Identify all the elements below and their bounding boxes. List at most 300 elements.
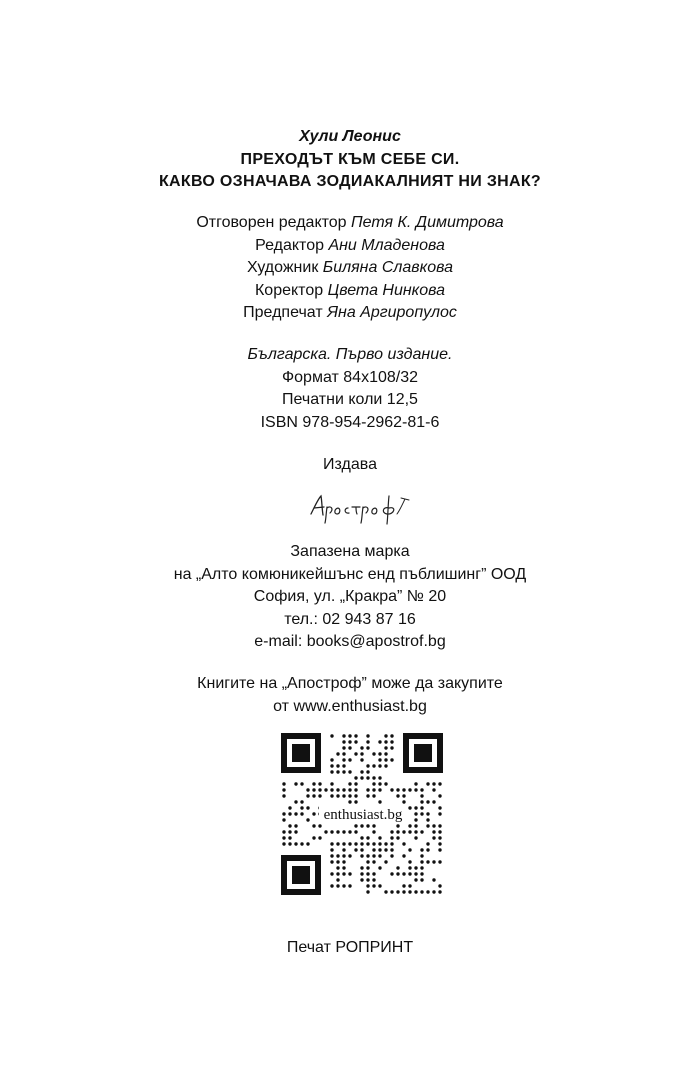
qr-dot [432,836,435,839]
qr-dot [372,794,375,797]
purchase-info [0,673,700,718]
credit-role: Редактор [255,236,324,254]
qr-dot [348,740,351,743]
qr-dot [360,836,363,839]
qr-dot [432,860,435,863]
qr-dot [282,830,285,833]
qr-dot [390,788,393,791]
qr-dot [426,842,429,845]
qr-dot [438,782,441,785]
qr-dot [432,878,435,881]
qr-dot [384,890,387,893]
qr-dot [348,794,351,797]
purchase-line-1: Книгите на „Апостроф” може да закупите [197,675,503,692]
qr-dot [342,860,345,863]
qr-dot [366,740,369,743]
qr-dot [294,830,297,833]
qr-dot [306,806,309,809]
qr-dot [342,788,345,791]
qr-dot [282,818,285,821]
qr-dot [426,818,429,821]
qr-dot [342,740,345,743]
qr-dot [318,824,321,827]
qr-dot [342,854,345,857]
qr-dot [282,782,285,785]
qr-dot [288,842,291,845]
qr-dot [300,806,303,809]
qr-dot [402,872,405,875]
qr-dot [420,800,423,803]
edition-info [0,344,700,434]
qr-dot [336,764,339,767]
qr-dot [360,842,363,845]
qr-dot [336,854,339,857]
qr-dot [366,872,369,875]
qr-dot [402,884,405,887]
qr-dot [354,824,357,827]
qr-dot [366,734,369,737]
qr-dot [420,806,423,809]
book-title-line-1: ПРЕХОДЪТ КЪМ СЕБЕ СИ. [240,150,460,168]
qr-dot [288,836,291,839]
qr-dot [288,806,291,809]
qr-dot [408,806,411,809]
credit-name: Ани Младенова [328,236,445,254]
qr-finder-bottom-left [281,855,321,895]
qr-dot [336,794,339,797]
qr-dot [366,746,369,749]
qr-dot [372,764,375,767]
qr-dot [324,788,327,791]
qr-dot [366,878,369,881]
qr-dot [420,866,423,869]
credits-list [0,212,700,325]
qr-dot [330,884,333,887]
qr-dot [438,884,441,887]
qr-dot [372,824,375,827]
qr-dot [312,788,315,791]
qr-dot [378,752,381,755]
published-by-label: Издава [323,456,377,473]
qr-dot [408,872,411,875]
qr-dot [378,842,381,845]
qr-dot [420,794,423,797]
qr-dot [366,764,369,767]
qr-dot [360,872,363,875]
qr-dot [384,734,387,737]
qr-dot [366,824,369,827]
qr-dot [426,812,429,815]
qr-dot [366,842,369,845]
qr-dot [372,884,375,887]
qr-dot [330,848,333,851]
qr-dot [426,782,429,785]
qr-dot [342,752,345,755]
qr-label: enthusiast.bg [323,807,403,823]
qr-dot [384,740,387,743]
book-header [0,126,700,194]
qr-dot [330,794,333,797]
qr-dot [438,842,441,845]
qr-dot [366,836,369,839]
credit-name: Цвета Нинкова [327,281,446,299]
qr-dot [354,848,357,851]
qr-dot [366,860,369,863]
qr-dot [384,842,387,845]
qr-dot [438,806,441,809]
purchase-line-2[interactable]: от www.enthusiast.bg [273,697,427,715]
qr-dot [372,830,375,833]
qr-dot [360,824,363,827]
qr-dot [390,842,393,845]
qr-dot [390,740,393,743]
qr-dot [408,866,411,869]
qr-dot [372,872,375,875]
qr-dot [402,794,405,797]
qr-dot [390,758,393,761]
qr-dot [342,764,345,767]
qr-dot [306,794,309,797]
author-name: Хули Леонис [299,128,401,145]
qr-dot [384,860,387,863]
qr-dot [378,866,381,869]
qr-dot [336,860,339,863]
qr-dot [348,842,351,845]
qr-dot [396,788,399,791]
qr-dot [396,890,399,893]
qr-dot [336,770,339,773]
credit-line [0,235,700,258]
qr-dot [372,854,375,857]
qr-dot [408,788,411,791]
qr-dot [420,848,423,851]
credit-name: Яна Аргиропулос [327,304,457,321]
qr-dot [354,842,357,845]
qr-dot [348,830,351,833]
qr-dot [366,854,369,857]
qr-dot [378,764,381,767]
qr-dot [348,884,351,887]
qr-dot [378,788,381,791]
credit-role: Предпечат [243,304,323,321]
qr-dot [414,824,417,827]
qr-dot [384,758,387,761]
qr-dot [438,836,441,839]
qr-dot [408,824,411,827]
qr-dot [354,794,357,797]
qr-dot [330,830,333,833]
qr-dot [432,824,435,827]
qr-dot [348,758,351,761]
qr-dot [360,866,363,869]
qr-dot [372,860,375,863]
qr-dot [396,824,399,827]
qr-dot [300,842,303,845]
qr-dot [396,866,399,869]
qr-dot [426,848,429,851]
qr-dot [300,812,303,815]
credit-role: Художник [247,259,319,276]
qr-dot [372,848,375,851]
qr-dot [390,848,393,851]
qr-dot [384,782,387,785]
qr-dot [420,812,423,815]
qr-dot [282,836,285,839]
qr-dot [312,836,315,839]
published-by-label-wrap [0,454,700,477]
qr-dot [342,830,345,833]
qr-dot [354,788,357,791]
qr-dot [354,800,357,803]
book-title-line-2: КАКВО ОЗНАЧАВА ЗОДИАКАЛНИЯТ НИ ЗНАК? [158,173,542,190]
qr-dot [390,830,393,833]
qr-dot [360,752,363,755]
qr-dot [414,818,417,821]
trademark-line-1: Запазена марка [290,543,410,560]
qr-dot [402,842,405,845]
qr-dot [312,782,315,785]
qr-dot [420,890,423,893]
credit-role: Коректор [254,281,324,299]
qr-dot [360,758,363,761]
qr-dot [408,830,411,833]
qr-dot [426,824,429,827]
qr-dot [384,764,387,767]
qr-dot [306,842,309,845]
qr-dot [342,758,345,761]
qr-dot [378,854,381,857]
qr-dot [354,740,357,743]
qr-dot [366,866,369,869]
qr-dot [396,872,399,875]
qr-dot [414,890,417,893]
qr-dot [372,842,375,845]
qr-dot [342,794,345,797]
qr-dot [420,878,423,881]
qr-dot [384,848,387,851]
qr-dot [342,866,345,869]
qr-dot [414,830,417,833]
qr-dot [360,854,363,857]
qr-dot [348,872,351,875]
qr-dot [378,740,381,743]
trademark-line-2: на „Алто комюникейшънс енд пъблишинг” ООД [173,565,527,583]
credit-line [0,212,700,235]
qr-dot [372,788,375,791]
qr-dot [390,890,393,893]
credit-line [0,257,700,280]
qr-dot [420,872,423,875]
printer-name: Печат РОПРИНТ [286,939,414,956]
qr-dot [354,782,357,785]
qr-dot [414,812,417,815]
qr-dot [294,782,297,785]
qr-dot [348,800,351,803]
format-line: Формат 84х108/32 [281,368,418,386]
qr-dot [414,788,417,791]
qr-dot [342,884,345,887]
qr-dot [312,794,315,797]
qr-dot [348,854,351,857]
publisher-phone: тел.: 02 943 87 16 [284,610,416,628]
qr-dot [432,788,435,791]
credit-name: Биляна Славкова [322,259,453,276]
publisher-email[interactable]: e-mail: books@apostrof.bg [254,633,446,650]
qr-dot [348,770,351,773]
credit-role: Отговорен редактор [196,214,347,231]
qr-dot [390,836,393,839]
qr-dot [318,782,321,785]
qr-dot [342,842,345,845]
qr-dot [354,734,357,737]
qr-dot [408,890,411,893]
qr-dot [438,890,441,893]
qr-dot [348,746,351,749]
qr-dot [432,800,435,803]
qr-dot [336,830,339,833]
qr-dot [306,818,309,821]
qr-dot [330,788,333,791]
qr-dot [402,800,405,803]
qr-dot [372,776,375,779]
qr-dot [366,788,369,791]
qr-dot [288,830,291,833]
qr-dot [402,854,405,857]
qr-dot [360,776,363,779]
qr-dot [402,788,405,791]
qr-dot [354,830,357,833]
qr-dot [294,800,297,803]
qr-dot [348,788,351,791]
qr-dot [408,884,411,887]
qr-dot [414,806,417,809]
qr-finder-top-left [281,733,321,773]
qr-dot [408,860,411,863]
printer-info [0,937,700,960]
qr-dot [420,854,423,857]
qr-dot [438,824,441,827]
qr-dot [294,812,297,815]
qr-finder-top-right [403,733,443,773]
qr-dot [336,842,339,845]
qr-dot [300,800,303,803]
qr-dot [318,794,321,797]
qr-dot [378,884,381,887]
qr-dot [414,872,417,875]
qr-dot [432,890,435,893]
qr-dot [324,830,327,833]
qr-dot [366,770,369,773]
qr-dot [330,854,333,857]
qr-dot [366,884,369,887]
qr-dot [372,782,375,785]
qr-dot [348,734,351,737]
qr-dot [330,734,333,737]
qr-code[interactable] [281,733,443,895]
qr-dot [372,752,375,755]
qr-dot [390,872,393,875]
qr-dot [438,830,441,833]
qr-dot [342,746,345,749]
qr-dot [414,836,417,839]
qr-dot [420,788,423,791]
qr-dot [330,770,333,773]
qr-dot [336,878,339,881]
qr-dot [378,776,381,779]
qr-dot [330,782,333,785]
qr-dot [294,824,297,827]
apostrof-logo [305,490,415,526]
qr-dot [402,830,405,833]
printed-sheets: Печатни коли 12,5 [282,391,418,408]
qr-dot [414,782,417,785]
qr-dot [360,770,363,773]
credit-line [0,302,700,325]
qr-dot [390,734,393,737]
qr-dot [330,842,333,845]
qr-dot [366,890,369,893]
qr-dot [330,872,333,875]
qr-dot [438,848,441,851]
credit-name: Петя К. Димитрова [351,214,504,231]
qr-dot [378,848,381,851]
qr-dot [426,800,429,803]
qr-dot [420,830,423,833]
qr-dot [330,860,333,863]
edition-note: Българска. Първо издание. [247,346,453,363]
qr-dot [336,752,339,755]
qr-dot [438,794,441,797]
qr-dot [360,878,363,881]
publisher-info [0,541,700,654]
qr-dot [438,812,441,815]
qr-dot [282,794,285,797]
qr-dot [438,860,441,863]
qr-dot [384,746,387,749]
qr-dot [396,836,399,839]
qr-dot [288,812,291,815]
qr-dot [354,752,357,755]
qr-dot [432,782,435,785]
qr-dot [282,842,285,845]
qr-dot [378,782,381,785]
qr-dot [342,848,345,851]
qr-dot [294,842,297,845]
qr-dot [420,860,423,863]
credit-line [0,280,700,303]
qr-dot [360,746,363,749]
qr-dot [336,872,339,875]
qr-dot [282,812,285,815]
qr-dot [414,866,417,869]
isbn: ISBN 978-954-2962-81-6 [260,413,440,431]
qr-dot [354,776,357,779]
qr-dot [402,890,405,893]
qr-dot [396,830,399,833]
qr-dot [378,836,381,839]
qr-dot [360,848,363,851]
qr-dot [384,752,387,755]
publisher-address: София, ул. „Кракра” № 20 [253,588,447,605]
qr-dot [288,824,291,827]
qr-dot [432,830,435,833]
qr-dot [336,788,339,791]
qr-dot [396,794,399,797]
qr-dot [372,878,375,881]
qr-dot [348,782,351,785]
qr-dot [336,884,339,887]
qr-dot [318,836,321,839]
